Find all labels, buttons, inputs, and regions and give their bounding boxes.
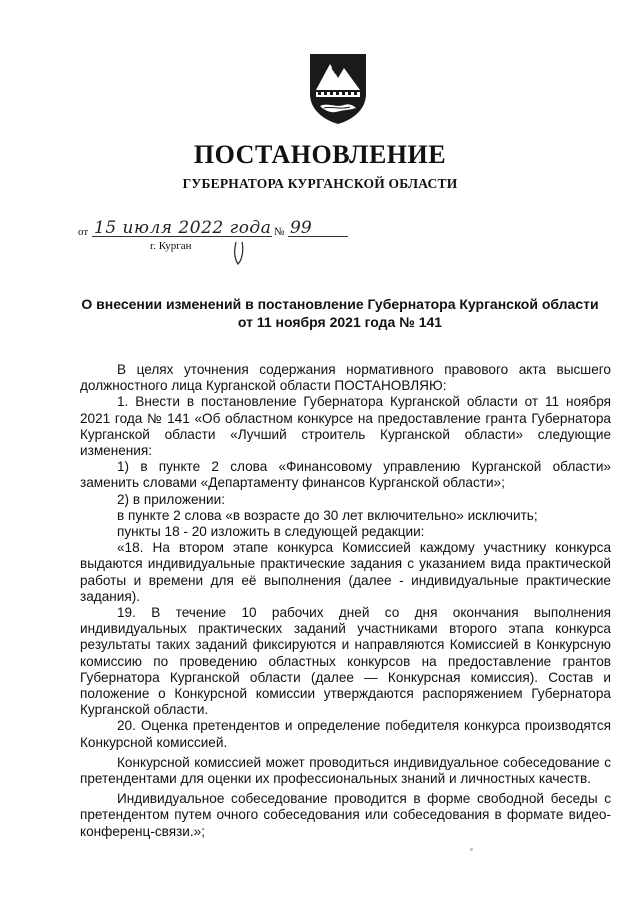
document-title-line2: от 11 ноября 2021 года № 141 [237, 314, 443, 330]
handwritten-date: 15 июля 2022 года [94, 218, 272, 238]
paragraph: пункты 18 - 20 изложить в следующей редакции: [117, 524, 425, 540]
paragraph: 20. Оценка претендентов и определение победителя конкурса производятся Конкурсной комиссией. [80, 718, 611, 750]
from-label: от [78, 226, 89, 238]
date-underline [92, 236, 272, 237]
paragraph: 2) в приложении: [117, 491, 225, 507]
scan-dot [470, 848, 473, 851]
paragraph: Конкурсной комиссией может проводиться индивидуальное собеседование с претендентами для оценки их профессиональных знаний и личностных качеств. [80, 754, 611, 787]
city-label: г. Курган [150, 240, 192, 252]
document-title-line1: О внесении изменений в постановление Губернатора Курганской области [81, 296, 599, 312]
page-subtitle: ГУБЕРНАТОРА КУРГАНСКОЙ ОБЛАСТИ [182, 176, 458, 191]
dateline [78, 218, 348, 266]
paragraph: «18. На втором этапе конкурса Комиссией каждому участнику конкурса выдаются индивидуальные практические задания с указанием вида практической работы и времени для её выполнения (далее - индивидуальные практические задания). [80, 540, 611, 604]
number-label: № [274, 226, 285, 238]
paragraph: 1. Внести в постановление Губернатора Курганской области от 11 ноября 2021 года № 141 «Об областном конкурсе на предоставление гранта Губернатора Курганской области «Лучший строитель Курганской области» следующие изменения: [80, 394, 611, 459]
document-body [80, 362, 611, 840]
paragraph: 19. В течение 10 рабочих дней со дня окончания выполнения индивидуальных практических заданий участниками второго этапа конкурса результаты таких заданий фиксируются и направляются Комиссией в Конкурсную комиссию по проведению областных конкурсов на предоставление грантов Губернатора Курганской области (далее — Конкурсная комиссия). Состав и положение о Конкурсной комиссии утверждаются распоряжением Губернатора Курганской области. [80, 605, 611, 718]
handwritten-number: 99 [290, 218, 312, 238]
coat-of-arms-icon [306, 50, 370, 126]
number-underline [288, 236, 348, 237]
page-title: ПОСТАНОВЛЕНИЕ [193, 140, 447, 169]
paragraph: 1) в пункте 2 слова «Финансовому управлению Курганской области» заменить словами «Департаменту финансов Курганской области»; [80, 459, 611, 491]
paragraph: в пункте 2 слова «в возрасте до 30 лет включительно» исключить; [117, 507, 538, 523]
paragraph: В целях уточнения содержания нормативного правового акта высшего должностного лица Курганской области ПОСТАНОВЛЯЮ: [80, 362, 611, 394]
signature-mark-icon [226, 238, 256, 268]
document-title [60, 295, 620, 331]
paragraph: Индивидуальное собеседование проводится в форме свободной беседы с претендентом путем очного собеседования или собеседования в формате видео-конференц-связи.»; [80, 791, 611, 839]
